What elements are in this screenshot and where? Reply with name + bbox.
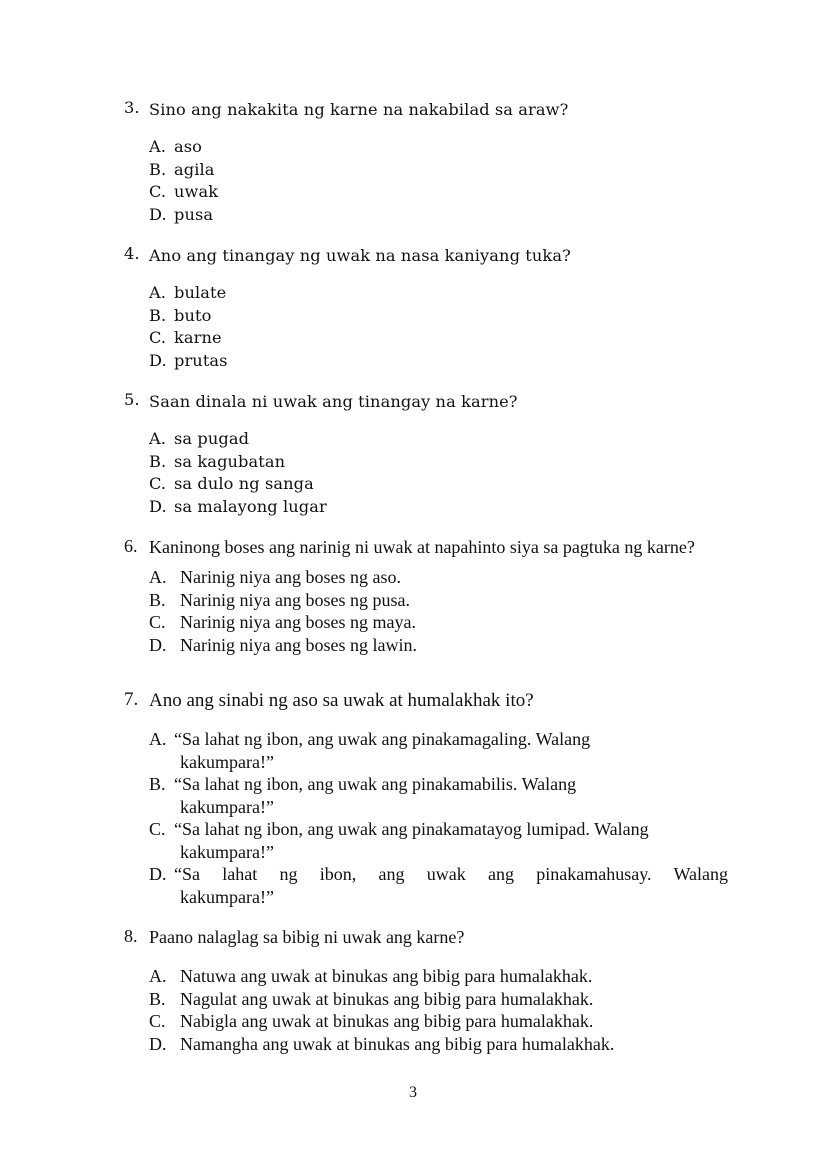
option-a: A. bulate (149, 283, 227, 302)
option-b: B. agila (149, 159, 215, 179)
question-5 (124, 390, 728, 518)
option-c: C. sa dulo ng sanga (149, 474, 314, 493)
option-d: D. Narinig niya ang boses ng lawin. (149, 634, 417, 655)
question-3 (124, 98, 728, 226)
option-c: C. karne (149, 328, 222, 347)
option-a: A. “Sa lahat ng ibon, ang uwak ang pinakamagaling. Walang kakumpara!” (149, 729, 591, 772)
option-c: C. uwak (149, 182, 219, 201)
option-b: B. Nagulat ang uwak at binukas ang bibig para humalakhak. (149, 988, 594, 1009)
option-a: A. Natuwa ang uwak at binukas ang bibig para humalakhak. (149, 966, 593, 986)
question-6 (124, 536, 728, 656)
question-number: 8. (124, 926, 138, 946)
question-number: 4. (124, 244, 140, 263)
question-4 (124, 244, 728, 372)
option-d: D. “Sa lahat ng ibon, ang uwak ang pinakamahusay. Walang kakumpara!” (149, 864, 728, 907)
option-a: A. sa pugad (149, 429, 250, 448)
question-8 (124, 926, 728, 1055)
option-c: C. Narinig niya ang boses ng maya. (149, 612, 416, 632)
question-text: Paano nalaglag sa bibig ni uwak ang karne? (149, 927, 465, 947)
question-number: 7. (124, 689, 139, 710)
question-text: Sino ang nakakita ng karne na nakabilad sa araw? (149, 100, 569, 119)
option-d: D. prutas (149, 350, 228, 370)
option-d: D. Namangha ang uwak at binukas ang bibig para humalakhak. (149, 1033, 615, 1054)
option-a: A. aso (149, 137, 203, 156)
option-c: C. “Sa lahat ng ibon, ang uwak ang pinakamatayog lumipad. Walang kakumpara!” (149, 819, 649, 862)
option-d: D. sa malayong lugar (149, 496, 327, 516)
option-a: A. Narinig niya ang boses ng aso. (149, 567, 401, 587)
question-7 (124, 689, 728, 908)
question-number: 5. (124, 390, 140, 409)
question-text: Saan dinala ni uwak ang tinangay na karne? (149, 392, 518, 411)
question-text: Ano ang tinangay ng uwak na nasa kaniyang tuka? (149, 246, 571, 265)
option-b: B. “Sa lahat ng ibon, ang uwak ang pinakamabilis. Walang kakumpara!” (149, 774, 577, 817)
question-number: 6. (124, 536, 138, 556)
option-c: C. Nabigla ang uwak at binukas ang bibig para humalakhak. (149, 1011, 594, 1031)
option-d: D. pusa (149, 204, 214, 224)
option-b: B. buto (149, 305, 212, 325)
option-b: B. sa kagubatan (149, 451, 286, 471)
option-b: B. Narinig niya ang boses ng pusa. (149, 589, 410, 610)
question-text: Ano ang sinabi ng aso sa uwak at humalakhak ito? (149, 690, 534, 711)
question-number: 3. (124, 98, 140, 117)
page-number: 3 (409, 1084, 417, 1101)
question-text: Kaninong boses ang narinig ni uwak at napahinto siya sa pagtuka ng karne? (149, 537, 695, 557)
